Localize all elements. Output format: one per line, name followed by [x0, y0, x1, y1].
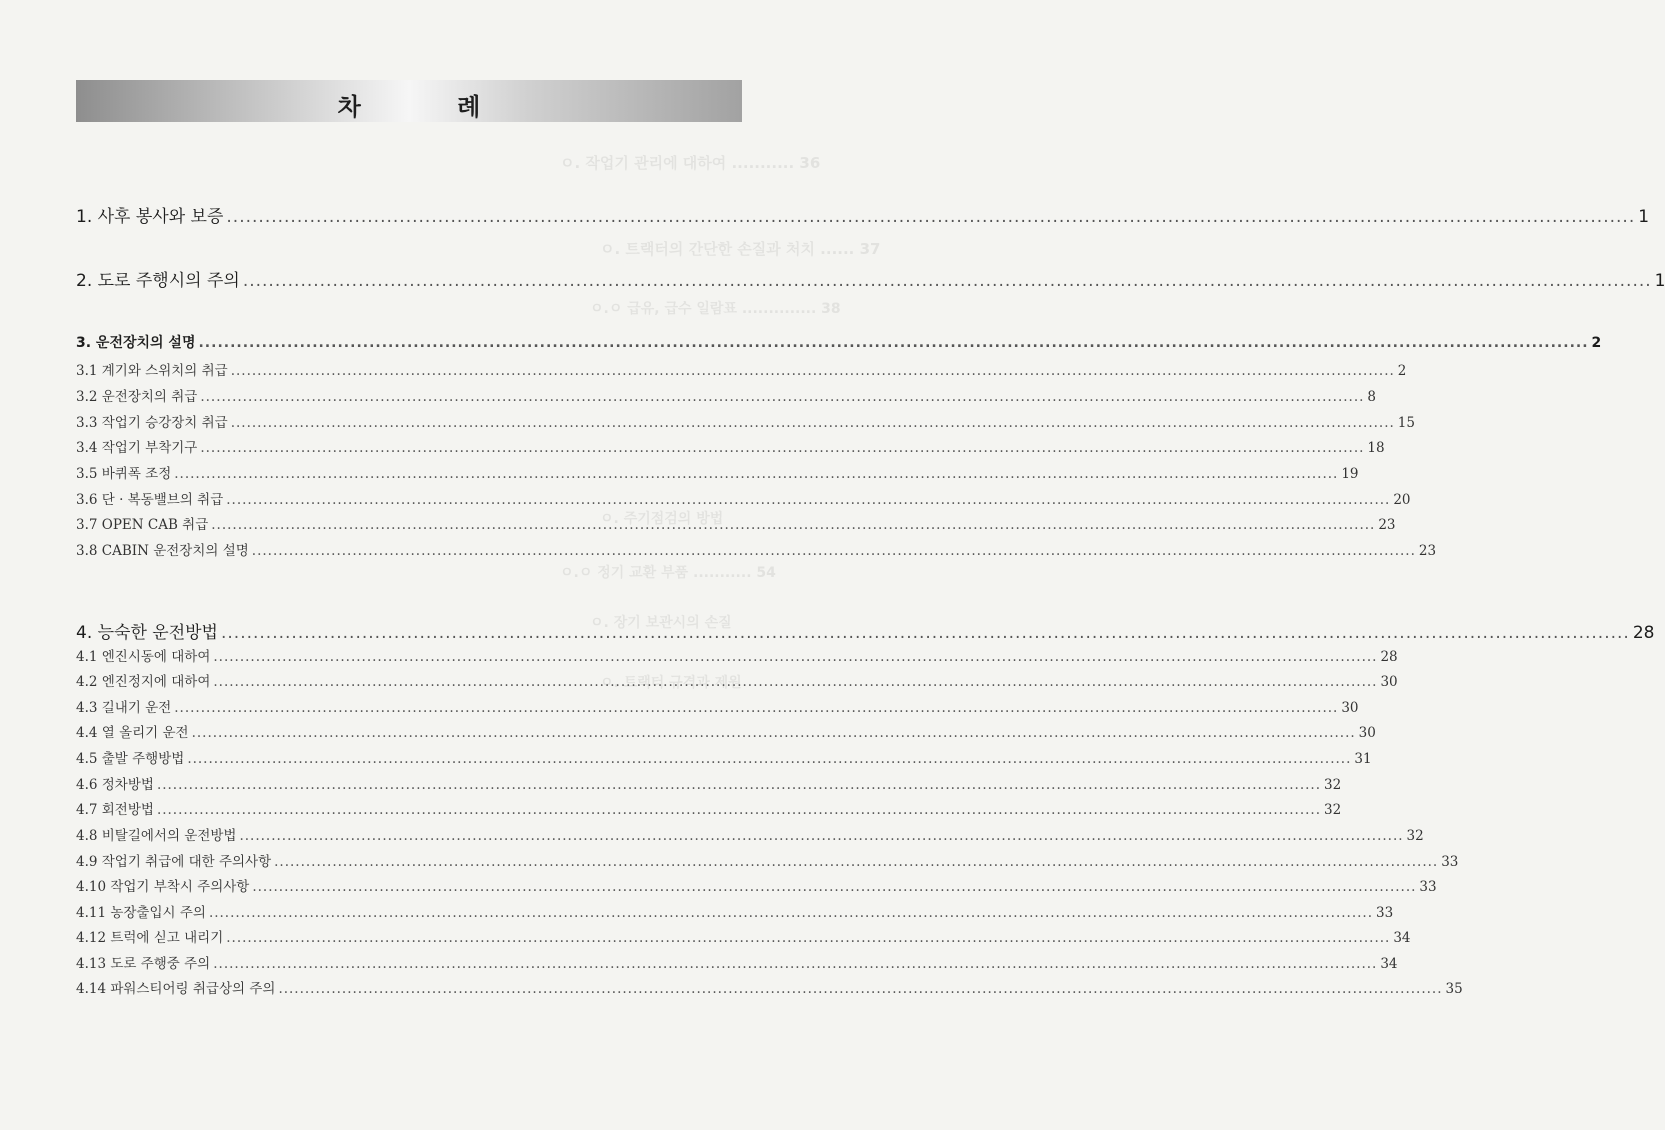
toc-entry[interactable] [76, 488, 1411, 508]
dot-leader [274, 854, 1438, 870]
toc-entry-page: 34 [1380, 956, 1398, 972]
toc-entry-label: 4.5 출발 주행방법 [76, 751, 185, 767]
dot-leader [174, 466, 1338, 482]
toc-entry[interactable] [76, 332, 1602, 352]
toc-entry-page: 30 [1380, 674, 1398, 690]
toc-entry[interactable] [76, 539, 1437, 559]
toc-title: 차 례 [337, 93, 525, 121]
toc-entry-label: 3.5 바퀴폭 조정 [76, 466, 172, 482]
toc-entry-page: 2 [1397, 363, 1407, 379]
bleed-through-text: ㅇ. 장기 보관시의 손질 [590, 615, 732, 631]
toc-entry[interactable] [76, 747, 1372, 767]
dot-leader [174, 700, 1338, 716]
toc-entry-page: 18 [1367, 440, 1385, 456]
toc-entry-label: 3.4 작업기 부착기구 [76, 440, 198, 456]
toc-entry[interactable] [76, 359, 1407, 379]
bleed-through-text: ㅇ.ㅇ 정기 교환 부품 ........... 54 [560, 565, 776, 581]
toc-entry-label: 4.6 정차방법 [76, 777, 154, 793]
dot-leader [187, 751, 1351, 767]
toc-entry[interactable] [76, 436, 1385, 456]
toc-entry-label: 4.14 파워스티어링 취급상의 주의 [76, 981, 276, 997]
dot-leader [213, 956, 1377, 972]
toc-entry[interactable] [76, 385, 1377, 405]
toc-entry[interactable] [76, 926, 1411, 946]
toc-entry-label: 4.4 열 올리기 운전 [76, 725, 189, 741]
dot-leader [221, 623, 1630, 643]
toc-entry[interactable] [76, 411, 1415, 431]
toc-entry-label: 4.10 작업기 부착시 주의사항 [76, 879, 250, 895]
dot-leader [239, 828, 1403, 844]
toc-entry-label: 4.11 농장출입시 주의 [76, 905, 206, 921]
toc-entry-page: 32 [1406, 828, 1424, 844]
toc-entry-page: 32 [1324, 802, 1342, 818]
toc-entry-page: 30 [1341, 700, 1359, 716]
toc-entry-page: 1 [1654, 271, 1665, 291]
toc-entry-label: 4.13 도로 주행중 주의 [76, 956, 211, 972]
toc-entry[interactable] [76, 875, 1437, 895]
toc-entry-label: 3.2 운전장치의 취급 [76, 389, 198, 405]
bleed-through-text: ㅇ.ㅇ 급유, 급수 일람표 .............. 38 [590, 301, 841, 317]
dot-leader [198, 335, 1588, 351]
toc-entry[interactable] [76, 977, 1463, 997]
bleed-through-text: ㅇ. 트랙터 규격과 제원 [600, 675, 742, 691]
toc-entry[interactable] [76, 266, 1665, 291]
toc-entry-label: 3. 운전장치의 설명 [76, 335, 196, 351]
toc-entry-label: 4.12 트럭에 싣고 내리기 [76, 930, 224, 946]
dot-leader [231, 363, 1395, 379]
toc-entry[interactable] [76, 952, 1398, 972]
toc-entry[interactable] [76, 773, 1342, 793]
toc-title-bar [76, 80, 742, 122]
toc-entry[interactable] [76, 798, 1342, 818]
toc-entry-page: 28 [1632, 623, 1655, 643]
dot-leader [200, 389, 1364, 405]
toc-entry[interactable] [76, 462, 1359, 482]
toc-entry[interactable] [76, 513, 1396, 533]
toc-entry[interactable] [76, 901, 1394, 921]
toc-entry-label: 3.8 CABIN 운전장치의 설명 [76, 543, 249, 559]
toc-entry-page: 33 [1441, 854, 1459, 870]
toc-entry-label: 3.3 작업기 승강장치 취급 [76, 415, 228, 431]
toc-entry-page: 15 [1397, 415, 1415, 431]
toc-entry-label: 4.1 엔진시동에 대하여 [76, 649, 211, 665]
dot-leader [209, 905, 1373, 921]
toc-entry[interactable] [76, 721, 1376, 741]
dot-leader [200, 440, 1364, 456]
toc-entry-label: 4.8 비탈길에서의 운전방법 [76, 828, 237, 844]
toc-entry-label: 1. 사후 봉사와 보증 [76, 207, 224, 227]
toc-entry-label: 2. 도로 주행시의 주의 [76, 271, 240, 291]
toc-entry[interactable] [76, 670, 1398, 690]
toc-entry[interactable] [76, 850, 1459, 870]
toc-entry-page: 8 [1367, 389, 1377, 405]
dot-leader [213, 674, 1377, 690]
toc-entry-page: 33 [1419, 879, 1437, 895]
toc-entry-page: 28 [1380, 649, 1398, 665]
toc-entry[interactable] [76, 202, 1650, 227]
dot-leader [192, 725, 1356, 741]
toc-entry[interactable] [76, 824, 1424, 844]
toc-entry-page: 19 [1341, 466, 1359, 482]
toc-entry-page: 30 [1358, 725, 1376, 741]
toc-entry-page: 2 [1591, 335, 1602, 351]
dot-leader [252, 543, 1416, 559]
toc-entry-label: 3.6 단 · 복동밸브의 취급 [76, 492, 224, 508]
toc-entry-page: 32 [1324, 777, 1342, 793]
toc-entry-page: 35 [1445, 981, 1463, 997]
dot-leader [252, 879, 1416, 895]
toc-entry-label: 4.7 회전방법 [76, 802, 154, 818]
dot-leader [231, 415, 1395, 431]
dot-leader [157, 777, 1321, 793]
dot-leader [243, 271, 1652, 291]
toc-entry-label: 4. 능숙한 운전방법 [76, 623, 218, 643]
toc-entry-label: 3.7 OPEN CAB 취급 [76, 517, 209, 533]
dot-leader [278, 981, 1442, 997]
toc-entry-page: 31 [1354, 751, 1372, 767]
dot-leader [226, 492, 1390, 508]
toc-entry-page: 23 [1378, 517, 1396, 533]
toc-entry-page: 20 [1393, 492, 1411, 508]
bleed-through-text: ㅇ. 주기점검의 방법 [600, 511, 724, 527]
dot-leader [213, 649, 1377, 665]
dot-leader [157, 802, 1321, 818]
toc-entry[interactable] [76, 696, 1359, 716]
toc-entry-label: 4.9 작업기 취급에 대한 주의사항 [76, 854, 272, 870]
toc-entry-page: 1 [1638, 207, 1650, 227]
dot-leader [226, 207, 1635, 227]
toc-entry[interactable] [76, 618, 1655, 643]
toc-entry-page: 23 [1418, 543, 1437, 559]
bleed-through-text: ㅇ. 작업기 관리에 대하여 ........... 36 [560, 154, 821, 172]
dot-leader [226, 930, 1390, 946]
bleed-through-text: ㅇ. 트랙터의 간단한 손질과 처치 ...... 37 [600, 240, 881, 258]
toc-entry-label: 4.3 길내기 운전 [76, 700, 172, 716]
toc-entry-label: 4.2 엔진정지에 대하여 [76, 674, 211, 690]
toc-entry[interactable] [76, 645, 1398, 665]
toc-entry-label: 3.1 계기와 스위치의 취급 [76, 363, 228, 379]
toc-entry-page: 34 [1393, 930, 1411, 946]
toc-entry-page: 33 [1376, 905, 1394, 921]
dot-leader [211, 517, 1375, 533]
